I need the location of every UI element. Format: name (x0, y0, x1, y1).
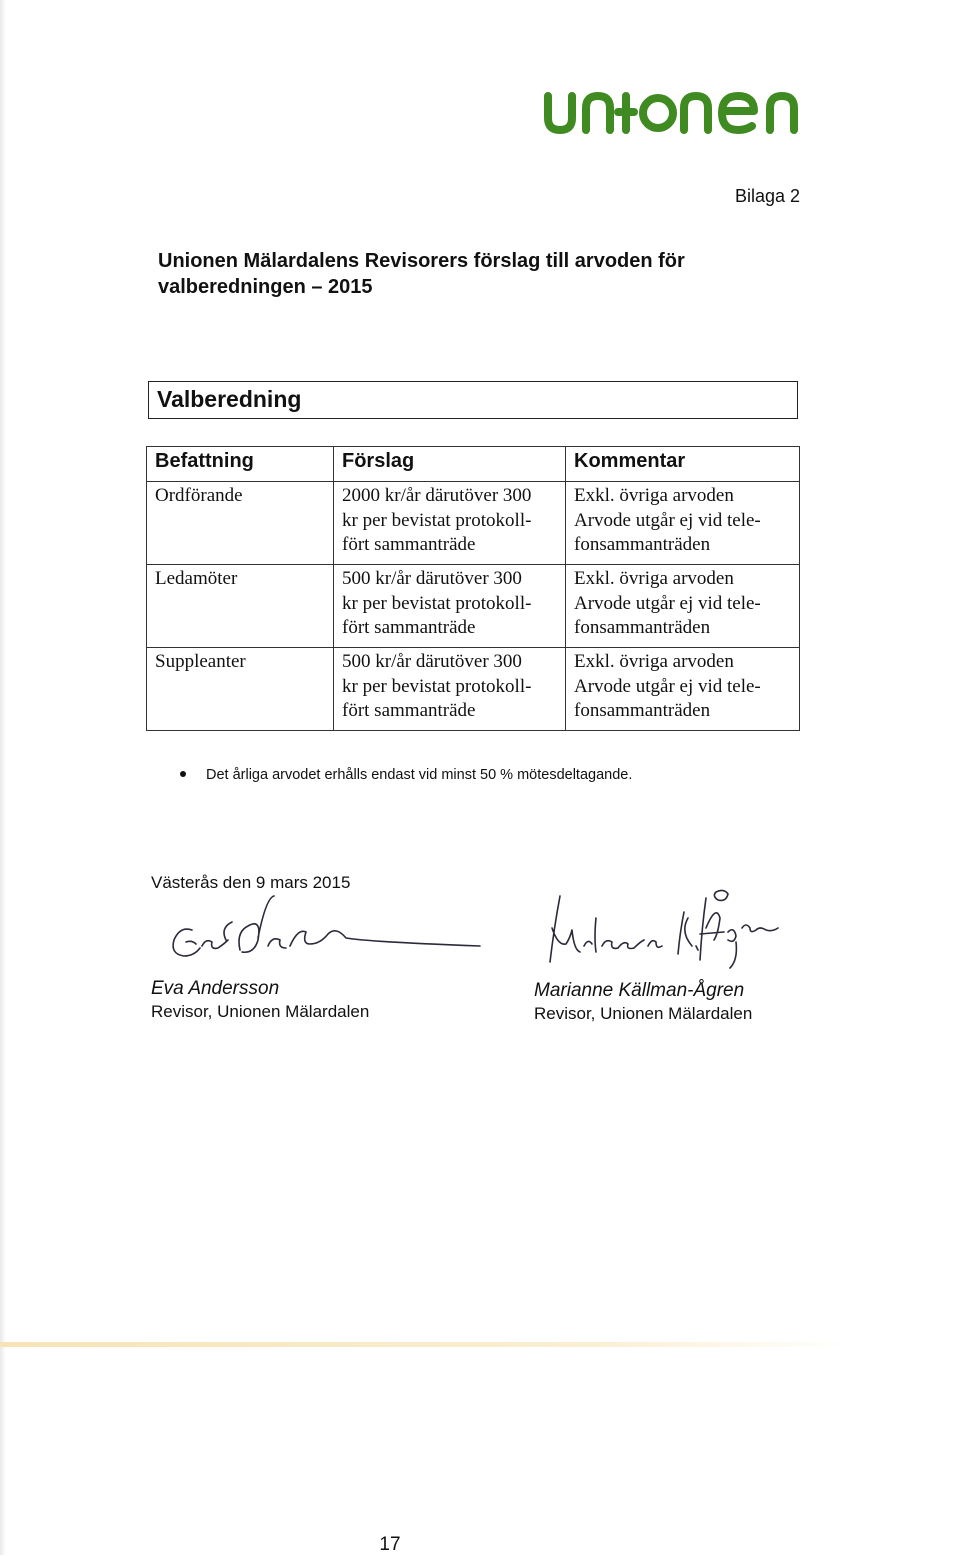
section-heading-box (148, 381, 798, 419)
comment-line: Exkl. övriga arvoden (574, 485, 734, 506)
comment-cell (566, 565, 800, 648)
proposal-line: kr per bevistat protokoll- (342, 509, 532, 531)
table-row (147, 648, 800, 731)
proposal-line: 2000 kr/år därutöver 300 (342, 485, 532, 506)
column-header-role: Befattning (147, 447, 334, 482)
attachment-label: Bilaga 2 (734, 186, 800, 206)
unionen-logo (542, 84, 804, 136)
attendance-note (180, 767, 740, 783)
comment-cell (566, 482, 800, 565)
comment-line: Arvode utgår ej vid tele- (574, 675, 761, 697)
proposal-line: fört sammanträde (342, 617, 476, 638)
role-cell: Suppleanter (147, 648, 334, 731)
signer-role-1: Revisor, Unionen Mälardalen (151, 1002, 370, 1021)
comment-line: fonsammanträden (574, 534, 711, 555)
role-cell: Ordförande (147, 482, 334, 565)
signer-name-2: Marianne Källman-Ågren (534, 980, 745, 1001)
comment-line: fonsammanträden (574, 700, 711, 721)
signer-role-2: Revisor, Unionen Mälardalen (534, 1004, 753, 1023)
table-header-row (147, 447, 800, 482)
comment-line: Exkl. övriga arvoden (574, 568, 734, 589)
title-line-1: Unionen Mälardalens Revisorers förslag till arvoden för (158, 250, 685, 272)
proposal-line: fört sammanträde (342, 700, 476, 721)
section-heading: Valberedning (157, 386, 302, 412)
role-cell: Ledamöter (147, 565, 334, 648)
place-and-date: Västerås den 9 mars 2015 (151, 873, 351, 892)
proposal-line: kr per bevistat protokoll- (342, 675, 532, 697)
fee-table (146, 446, 800, 731)
scan-edge-shadow (0, 0, 6, 1555)
column-header-proposal: Förslag (334, 447, 566, 482)
proposal-line: fört sammanträde (342, 534, 476, 555)
proposal-line: kr per bevistat protokoll- (342, 592, 532, 614)
title-line-2: valberedningen – 2015 (158, 276, 373, 298)
comment-cell (566, 648, 800, 731)
proposal-line: 500 kr/år därutöver 300 (342, 568, 522, 589)
comment-line: Arvode utgår ej vid tele- (574, 592, 761, 614)
comment-line: fonsammanträden (574, 617, 711, 638)
note-text: Det årliga arvodet erhålls endast vid minst 50 % mötesdeltagande. (206, 767, 633, 783)
footer-divider (0, 1342, 850, 1347)
table-row (147, 482, 800, 565)
proposal-cell (334, 565, 566, 648)
handwritten-signatures (140, 888, 820, 978)
table-row (147, 565, 800, 648)
proposal-line: 500 kr/år därutöver 300 (342, 651, 522, 672)
comment-line: Exkl. övriga arvoden (574, 651, 734, 672)
proposal-cell (334, 648, 566, 731)
comment-line: Arvode utgår ej vid tele- (574, 509, 761, 531)
signature-eva-andersson (173, 896, 480, 956)
signature-marianne-kallman-agren (550, 890, 778, 968)
column-header-comment: Kommentar (566, 447, 800, 482)
bullet-icon (180, 771, 186, 777)
page-number: 17 (379, 1534, 401, 1555)
proposal-cell (334, 482, 566, 565)
document-title (158, 248, 758, 300)
signer-name-1: Eva Andersson (151, 978, 280, 999)
